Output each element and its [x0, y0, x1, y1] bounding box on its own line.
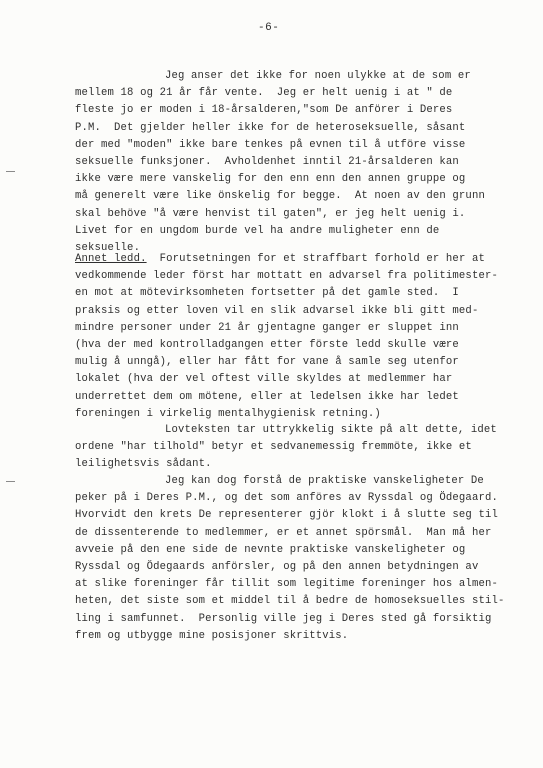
paragraph-line: Jeg kan dog forstå de praktiske vanskeligheter De: [165, 475, 484, 487]
paragraph-line: ordene "har tilhold" betyr et sedvanemessig fremmöte, ikke et: [75, 441, 472, 454]
paragraph-line: peker på i Deres P.M., og det som anföres av Ryssdal og Ödegaard.: [75, 492, 498, 505]
section-heading: Annet ledd.: [75, 253, 147, 265]
paragraph-line: ling i samfunnet. Personlig ville jeg i Deres sted gå forsiktig: [75, 612, 492, 625]
paragraph-line: mulig å unngå), eller har fått for vane å samle seg utenfor: [75, 356, 459, 369]
paragraph-line: mindre personer under 21 år gjentagne ganger er sluppet inn: [75, 321, 459, 334]
paragraph-line: mellem 18 og 21 år får vente. Jeg er helt uenig i at " de: [75, 87, 453, 100]
paragraph-line: frem og utbygge mine posisjoner skrittvis.: [75, 629, 349, 642]
paragraph-line: en mot at mötevirksomheten fortsetter på det gamle sted. I: [75, 287, 459, 300]
paragraph-line: foreningen i virkelig mentalhygienisk retning.): [75, 407, 381, 420]
paragraph-line: der med "moden" ikke bare tenkes på evnen til å utföre visse: [75, 138, 466, 151]
paragraph-line: at slike foreninger får tillit som legitime foreninger hos almen-: [75, 578, 498, 591]
heading-line-text: Forutsetningen for et straffbart forhold er her at: [146, 253, 485, 265]
paragraph-3: [75, 422, 515, 474]
paragraph-line: de dissenterende to medlemmer, er et annet spörsmål. Man må her: [75, 526, 492, 539]
paragraph-line: lokalet (hva der vel oftest ville skyldes at medlemmer har: [75, 373, 453, 386]
paragraph-line: Lovteksten tar uttrykkelig sikte på alt dette, idet: [165, 424, 497, 436]
paragraph-line: Jeg anser det ikke for noen ulykke at de som er: [165, 70, 471, 82]
paragraph-line: leilighetsvis sådant.: [75, 458, 212, 471]
paragraph-line: Hvorvidt den krets De representerer gjör klokt i å slutte seg til: [75, 509, 498, 522]
margin-mark: [6, 481, 15, 482]
paragraph-line: seksuelle.: [75, 242, 141, 255]
paragraph-line: heten, det siste som et middel til å bedre de homoseksuelles stil-: [75, 595, 505, 608]
paragraph-line: vedkommende leder först har mottatt en advarsel fra politimester-: [75, 270, 498, 283]
paragraph-line: Livet for en ungdom burde vel ha andre muligheter enn de: [75, 224, 440, 237]
margin-mark: [6, 171, 15, 172]
page-number: -6-: [258, 22, 280, 34]
paragraph-line: skal behöve "å være henvist til gaten", er jeg helt uenig i.: [75, 207, 466, 220]
paragraph-line: må generelt være like önskelig for begge. At noen av den grunn: [75, 190, 485, 203]
paragraph-line: underrettet dem om mötene, eller at ledelsen ikke har ledet: [75, 390, 459, 403]
paragraph-1: [75, 68, 515, 257]
paragraph-line: (hva der med kontrolladgangen etter förste ledd skulle være: [75, 339, 459, 352]
paragraph-line: praksis og etter loven vil en slik advarsel ikke bli gitt med-: [75, 304, 479, 317]
paragraph-line: fleste jo er moden i 18-årsalderen,"som De anförer i Deres: [75, 104, 453, 117]
paragraph-line: seksuelle funksjoner. Avholdenhet inntil 21-årsalderen kan: [75, 156, 459, 169]
paragraph-4: [75, 473, 515, 645]
paragraph-line: avveie på den ene side de nevnte praktiske vanskeligheter og: [75, 543, 466, 556]
paragraph-line: [75, 251, 515, 268]
paragraph-line: P.M. Det gjelder heller ikke for de heteroseksuelle, såsant: [75, 121, 466, 134]
paragraph-line: Ryssdal og Ödegaards anförsler, og på den annen betydningen av: [75, 561, 479, 574]
paragraph-line: ikke være mere vanskelig for den enn enn den annen gruppe og: [75, 173, 466, 186]
paragraph-2: [75, 251, 515, 423]
